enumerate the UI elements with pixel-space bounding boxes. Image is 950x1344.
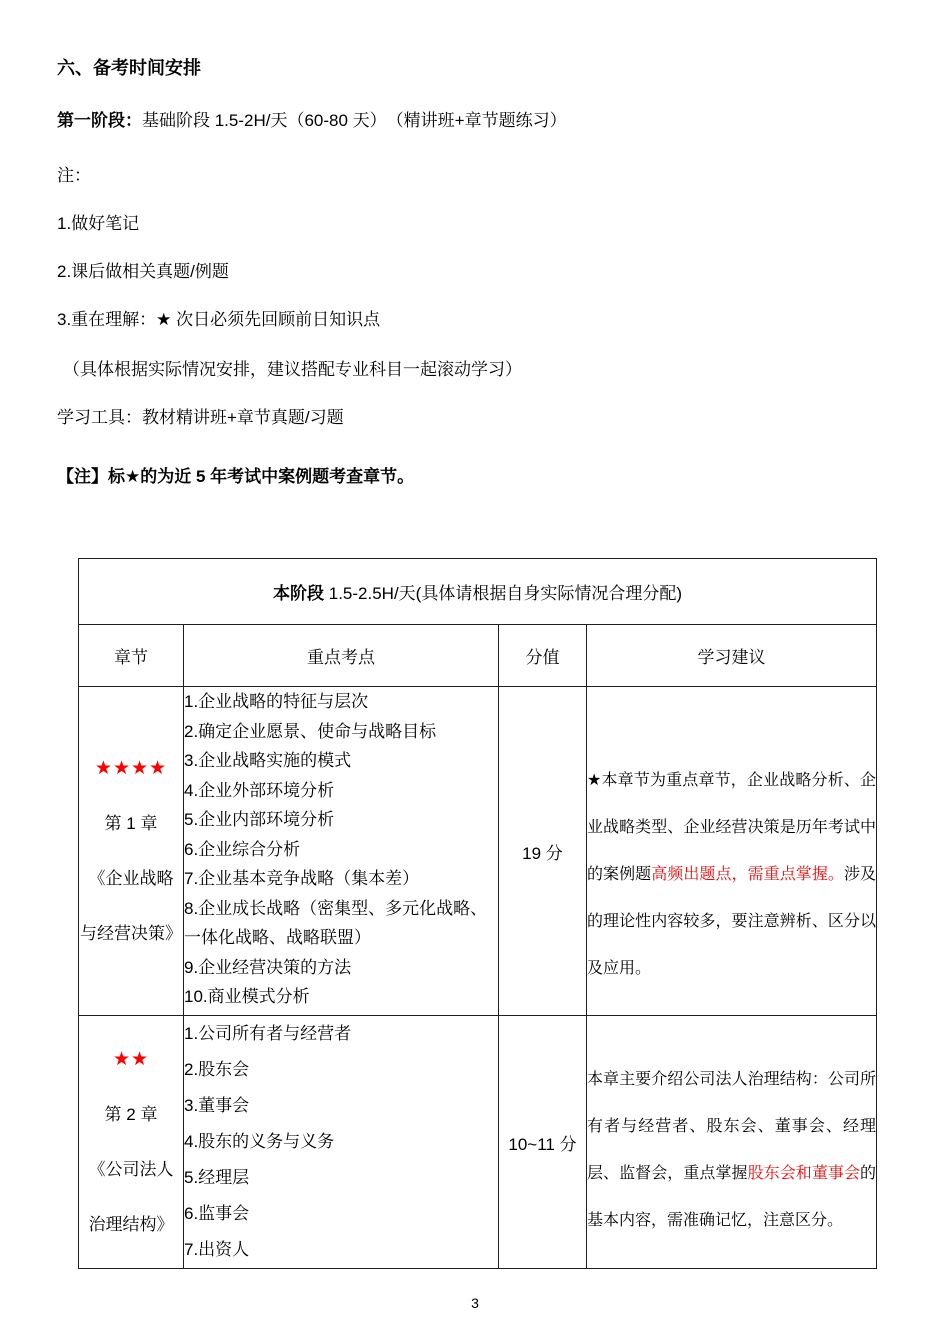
tools-line: 学习工具：教材精讲班+章节真题/习题	[57, 408, 344, 427]
table-body	[79, 687, 877, 1269]
keypoint-item: 5.企业内部环境分析	[184, 810, 335, 829]
note-item-2: 2.课后做相关真题/例题	[57, 262, 229, 281]
keypoints-cell	[184, 1016, 499, 1269]
study-schedule-table	[78, 558, 877, 1269]
stage-text: 基础阶段 1.5-2H/天（60-80 天） （精讲班+章节题练习）	[142, 111, 567, 130]
column-header-score: 分值	[499, 625, 587, 687]
star-rating: ★★	[112, 1049, 150, 1070]
table-title-row	[79, 559, 877, 625]
tip-line: （具体根据实际情况安排，建议搭配专业科目一起滚动学习）	[63, 360, 522, 379]
score-cell: 10~11 分	[499, 1016, 587, 1269]
table-row	[79, 1016, 877, 1269]
keypoint-item: 4.股东的义务与义务	[184, 1132, 335, 1151]
keypoint-item: 2.股东会	[184, 1060, 250, 1079]
star-note: 【注】标★的为近 5 年考试中案例题考查章节。	[57, 467, 415, 486]
column-header-chapter: 章节	[79, 625, 184, 687]
chapter-book-line: 《公司法人	[88, 1160, 174, 1179]
keypoints-cell	[184, 687, 499, 1016]
table-header-row	[79, 625, 877, 687]
advice-cell	[587, 687, 877, 1016]
advice-segment: ★本章节为重点章节，企业战略分析、企业战略类型、企业经营决策是历年考试中的案例题	[587, 771, 877, 883]
keypoint-item: 9.企业经营决策的方法	[184, 957, 352, 977]
chapter-cell	[79, 687, 184, 1016]
table-title-bold: 本阶段	[273, 584, 325, 603]
table-row	[79, 687, 877, 1016]
table-title-cell	[79, 559, 877, 625]
keypoint-item: 6.企业综合分析	[184, 839, 301, 859]
keypoint-item: 2.确定企业愿景、使命与战略目标	[184, 721, 437, 741]
page-number: 3	[471, 1295, 479, 1311]
keypoint-item: 5.经理层	[184, 1168, 250, 1187]
table-title-rest: 1.5-2.5H/天(具体请根据自身实际情况合理分配)	[324, 584, 683, 603]
keypoint-item: 6.监事会	[184, 1204, 250, 1223]
advice-segment: 涉及的理论性内容较多，要注意辨析、区分以及应用。	[587, 865, 877, 977]
chapter-number: 第 2 章	[104, 1105, 158, 1124]
stage-label: 第一阶段：	[57, 111, 142, 130]
chapter-book-line: 与经营决策》	[80, 924, 182, 943]
note-label: 注：	[57, 166, 91, 185]
column-header-keypoints: 重点考点	[184, 625, 499, 687]
advice-text	[587, 757, 876, 992]
keypoint-item: 3.企业战略实施的模式	[184, 751, 352, 770]
note-item-3: 3.重在理解：★ 次日必须先回顾前日知识点	[57, 310, 381, 329]
advice-cell	[587, 1016, 877, 1269]
advice-highlight: 高频出题点，需重点掌握。	[651, 865, 844, 883]
chapter-book-line: 治理结构》	[88, 1215, 174, 1234]
section-heading: 六、备考时间安排	[57, 58, 201, 78]
column-header-advice: 学习建议	[587, 625, 877, 687]
keypoint-item: 1.公司所有者与经营者	[184, 1024, 352, 1043]
advice-text	[587, 1056, 876, 1244]
star-rating: ★★★★	[94, 758, 168, 779]
chapter-book-line: 《企业战略	[88, 869, 174, 888]
keypoint-item: 10.商业模式分析	[184, 987, 310, 1006]
keypoint-item: 3.董事会	[184, 1096, 250, 1115]
advice-segment: 本章主要介绍公司法人治理结构：公司所有者与经营者、股东会、董事会、经理层、监督会，重点掌握	[587, 1071, 877, 1182]
keypoint-item: 7.企业基本竞争战略（集本差）	[184, 869, 420, 888]
chapter-cell	[79, 1016, 184, 1269]
keypoint-item: 7.出资人	[184, 1240, 250, 1259]
keypoint-item: 4.企业外部环境分析	[184, 780, 335, 800]
advice-highlight: 股东会和董事会	[747, 1165, 861, 1182]
score-cell: 19 分	[499, 687, 587, 1016]
chapter-number: 第 1 章	[104, 814, 158, 833]
advice-segment: 的基本内容，需准确记忆，注意区分。	[587, 1165, 877, 1229]
note-item-1: 1.做好笔记	[57, 214, 140, 233]
keypoint-item: 1.企业战略的特征与层次	[184, 692, 369, 711]
stage-line	[57, 112, 893, 130]
keypoint-item: 8.企业成长战略（密集型、多元化战略、一体化战略、战略联盟）	[184, 898, 488, 947]
